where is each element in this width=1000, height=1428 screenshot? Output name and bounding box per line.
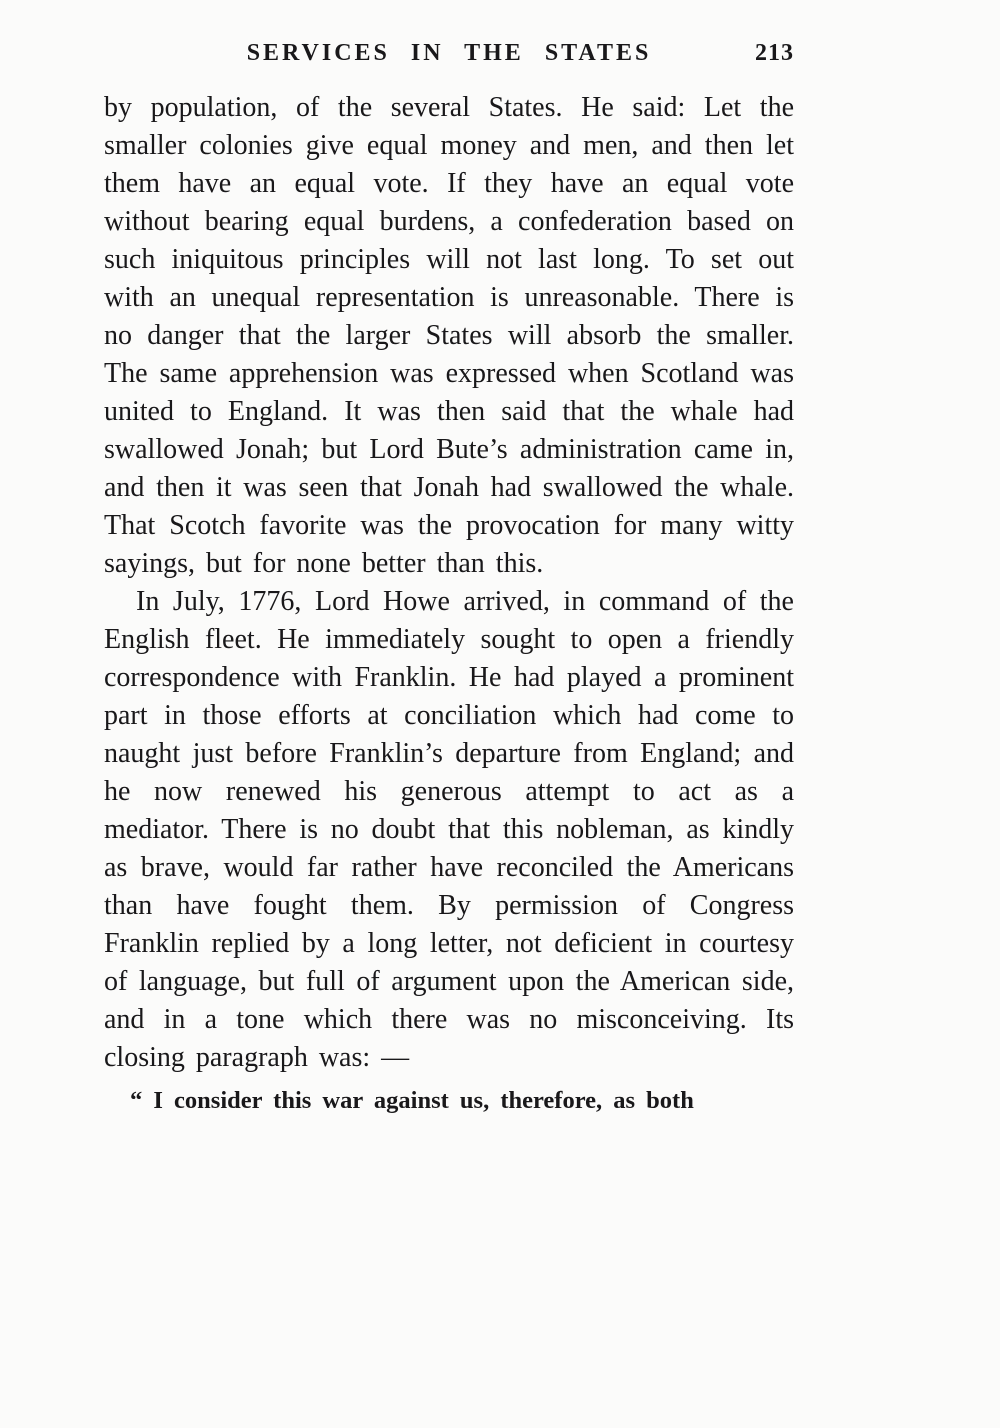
paragraph-continuation: by population, of the several States. He said: Let the smaller colonies give equal money and men, and then let them have an equal vote. If they have an equal vote without bearing equal burdens, a confederation based on such iniquitous principles will not last long. To set out with an unequal representation is unreasonable. There is no danger that the larger States will absorb the smaller. The same apprehension was expressed when Scotland was united to England. It was then said that the whale had swallowed Jonah; but Lord Bute’s administration came in, and then it was seen that Jonah had swallowed the whale. That Scotch favorite was the provocation for many witty sayings, but for none better than this.	[104, 92, 794, 579]
page-title: SERVICES IN THE STATES	[246, 40, 652, 66]
page-number: 213	[755, 40, 794, 66]
paragraph: In July, 1776, Lord Howe arrived, in command of the English fleet. He immediately sought to open a friendly correspondence with Franklin. He had played a prominent part in those efforts at conciliation which had come to naught just before Franklin’s departure from England; and he now renewed his generous attempt to act as a mediator. There is no doubt that this nobleman, as kindly as brave, would far rather have reconciled the Americans than have fought them. By permission of Congress Franklin replied by a long letter, not deficient in courtesy of language, but full of argument upon the American side, and in a tone which there was no misconceiving. Its closing paragraph was: —	[104, 586, 794, 1073]
page-content	[104, 40, 794, 1120]
body-text	[104, 89, 794, 1120]
running-header	[104, 40, 794, 67]
blockquote-opening-line: “ I consider this war against us, therefore, as both	[130, 1087, 694, 1114]
